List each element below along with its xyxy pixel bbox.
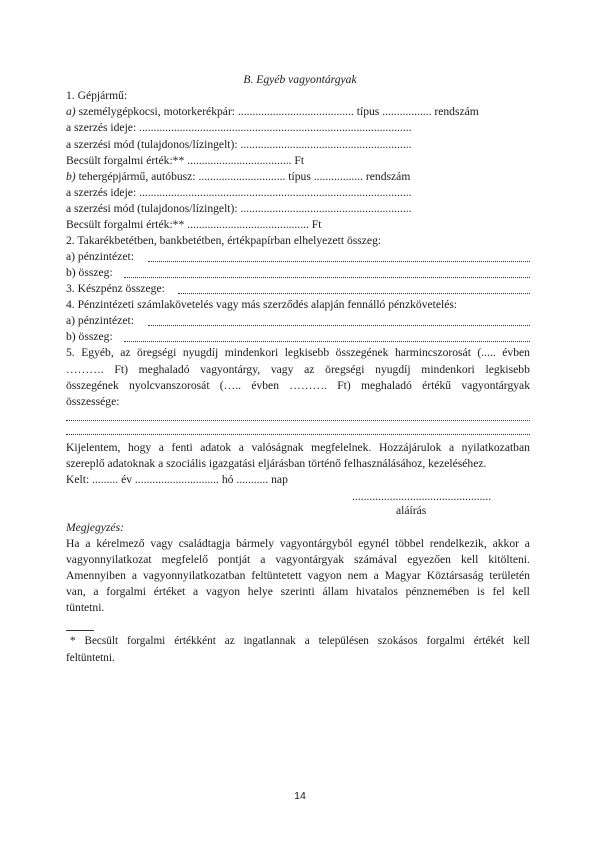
car-text: személygépkocsi, motorkerékpár: ........................................ típus ................. rendszám [75,105,479,118]
word: értéket [153,585,186,598]
truck-acquisition-mode: a szerzési mód (tulajdonos/lízingelt): ........................................................... [66,202,412,215]
word: kell [460,553,479,566]
word: vagy [270,363,294,376]
savings-amount-field [124,277,530,278]
footnote-line [70,634,530,648]
other-assets-field-2 [66,434,530,435]
word: öregségi [325,363,365,376]
section-title: B. Egyéb vagyontárgyak [243,73,357,86]
date-line: Kelt: ......... év ............................. hó ........... nap [66,473,288,486]
word: legkisebb [485,363,530,376]
word: Ha [66,537,80,550]
claims-amount-field [124,341,530,342]
word: területén [489,569,530,582]
word: értékként [174,635,216,647]
word: legkisebb [284,346,330,359]
word: hivatalos [355,585,398,598]
word: Köztársaság [426,569,484,582]
word: fenti [171,441,193,454]
word: többel [394,537,424,550]
word: Hozzájárulok [378,441,442,454]
word: a [304,635,310,647]
savings-heading: 2. Takarékbetétben, bankbetétben, értékpapírban elhelyezett összeg: [66,234,382,247]
word: megfelelő [161,553,208,566]
word: helye [247,585,273,598]
word: Magyar [384,569,421,582]
word: Kijelentem, [66,441,121,454]
other-assets-line [66,379,530,393]
word: bármely [236,537,275,550]
car-line [66,105,479,119]
claims-heading: 4. Pénzintézeti számlakövetelés vagy más szerződés alapján fennálló pénzkövetelés: [66,298,458,311]
word: számával [354,553,398,566]
word: évben [502,346,530,359]
word: Ft) [337,379,351,392]
word: a [193,585,199,598]
word: forgalmi [426,635,465,647]
word: a [373,569,379,582]
word: az [304,363,315,376]
word: a [85,537,91,550]
word: forgalmi [106,585,146,598]
word: nyugdíj [375,363,411,376]
word: kell [512,585,530,598]
savings-institution-field [148,261,530,262]
word: fel [492,585,505,598]
word: a [238,441,244,454]
word: hogy [127,441,152,454]
truck-estimated-value: Becsült forgalmi érték:** .......................................... Ft [66,218,322,231]
word: Amennyiben [66,569,126,582]
declaration-last-line: szereplő adatoknak a szociális igazgatási eljárásban történő felhasználásához, kezeléséhez. [66,457,487,470]
word: adatok [200,441,232,454]
note-line [66,537,530,551]
word: nyilatkozatban [461,441,530,454]
word: feltüntetett [251,569,302,582]
word: pénznemében [405,585,470,598]
savings-amount-label: b) összeg: [66,266,113,279]
claims-amount-label: b) összeg: [66,330,113,343]
word: nyugdíj [182,346,219,359]
word: forgalmi [126,635,166,647]
word: vagyontárgyból [279,537,353,550]
word: vagyon [205,585,241,598]
other-assets-field-1 [66,420,530,421]
word: az [120,346,131,359]
word: Egyéb, [81,346,114,359]
word: a [158,441,164,454]
claims-institution-field [148,325,530,326]
word: meghaladó [360,379,412,392]
truck-text: tehergépjármű, autóbusz: .............................. típus ................. rendszám [75,170,411,183]
car-acquisition-date: a szerzés ideje: .............................................................................................. [66,121,412,134]
word: meghaladó [138,363,190,376]
word: összegének [335,346,389,359]
note-heading: Megjegyzés: [66,521,124,534]
word: nem [347,569,368,582]
word: szokásos [377,635,418,647]
word: akkor [492,537,519,550]
word: szerinti [280,585,315,598]
savings-institution-label: a) pénzintézet: [66,250,134,263]
word: egyezően [407,553,451,566]
truck-acquisition-date: a szerzés ideje: .............................................................................................. [66,186,412,199]
truck-line [66,170,410,184]
car-label: a) [66,105,76,118]
word: mindenkori [224,346,279,359]
word: egynél [358,537,390,550]
word: (..... [477,346,496,359]
vehicle-heading: 1. Gépjármű: [66,89,128,102]
word: * [70,635,76,647]
word: vagyontárgyak [275,553,345,566]
word: kérelmező [96,537,145,550]
word: településen [318,635,369,647]
word: Becsült [84,635,119,647]
claims-institution-label: a) pénzintézet: [66,314,134,327]
cash-field [178,293,530,294]
word: értékű [422,379,452,392]
word: is [477,585,485,598]
word: évben [251,379,279,392]
word: rendelkezik, [429,537,487,550]
word: állam [322,585,349,598]
word: vagyontárgyak [461,379,530,392]
word: a [93,585,99,598]
word: valóságnak [251,441,304,454]
other-assets-line [66,346,530,360]
word: öregségi [137,346,177,359]
word: mindenkori [421,363,475,376]
word: összegének [66,379,119,392]
word: megfelelnek. [311,441,372,454]
footnote-last-line: feltüntetni. [66,652,115,664]
word: a [131,569,138,582]
other-assets-line [66,363,530,377]
word: ………. [66,363,104,376]
word: ………. [289,379,327,392]
truck-label: b) [66,170,76,183]
word: pontját [218,553,251,566]
car-acquisition-mode: a szerzési mód (tulajdonos/lízingelt): ........................................................... [66,138,412,151]
word: vagy [150,537,173,550]
word: kitölteni. [488,553,530,566]
word: vagyon [307,569,342,582]
word: értékét [473,635,505,647]
note-line [66,585,530,599]
signature-label: aláírás [396,504,427,517]
word: Ft) [114,363,128,376]
note-last-line: tüntetni. [66,601,105,614]
word: az [224,635,235,647]
word: családtagja [178,537,231,550]
word: harmincszorosát [394,346,471,359]
word: vagyontárgy, [200,363,261,376]
word: vagyonnyilatkozatban [142,569,246,582]
note-line [66,553,530,567]
word: 5. [66,346,75,359]
word: a [524,537,530,550]
word: a [448,441,455,454]
word: a [260,553,266,566]
car-estimated-value: Becsült forgalmi érték:** .................................... Ft [66,154,305,167]
word: ingatlannak [243,635,296,647]
word: vagyonnyilatkozat [66,553,152,566]
note-line [66,569,530,583]
page-number: 14 [294,790,306,802]
cash-heading: 3. Készpénz összege: [66,282,165,295]
signature-field: ................................................ [352,490,492,503]
footnote-rule [66,630,94,631]
word: (….. [219,379,242,392]
other-assets-total-label: összessége: [66,395,120,408]
word: van, [66,585,86,598]
declaration-line [66,441,530,455]
word: kell [513,635,530,647]
word: nyolcvanszorosát [129,379,210,392]
